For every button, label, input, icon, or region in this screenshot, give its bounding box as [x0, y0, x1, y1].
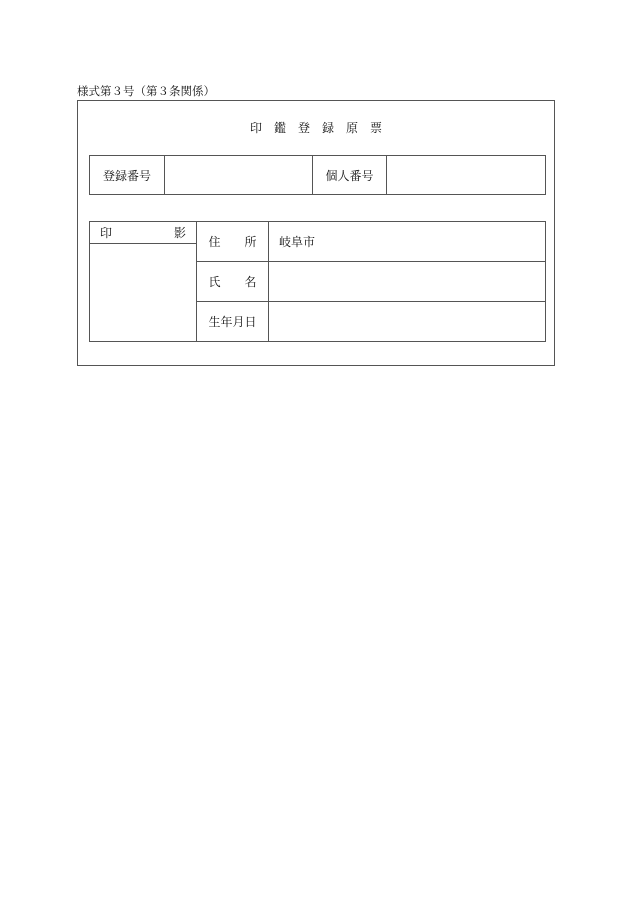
birthdate-label: 生年月日 [197, 302, 269, 342]
seal-label-left: 印 [100, 226, 113, 240]
seal-label-right: 影 [173, 226, 186, 240]
form-frame [77, 100, 555, 366]
personal-number-label: 個人番号 [313, 156, 387, 195]
address-label: 住 所 [197, 222, 269, 262]
seal-impression-box[interactable] [90, 222, 197, 342]
personal-number-field[interactable] [387, 156, 546, 195]
form-caption: 様式第３号（第３条関係） [77, 84, 215, 98]
address-field[interactable]: 岐阜市 [269, 222, 546, 262]
registration-number-label: 登録番号 [90, 156, 165, 195]
registration-table [89, 155, 546, 195]
seal-impression-header [90, 222, 196, 244]
birthdate-field[interactable] [269, 302, 546, 342]
registration-number-field[interactable] [165, 156, 313, 195]
registrant-table [89, 221, 546, 342]
name-field[interactable] [269, 262, 546, 302]
form-title: 印 鑑 登 録 原 票 [249, 121, 382, 135]
name-label: 氏 名 [197, 262, 269, 302]
